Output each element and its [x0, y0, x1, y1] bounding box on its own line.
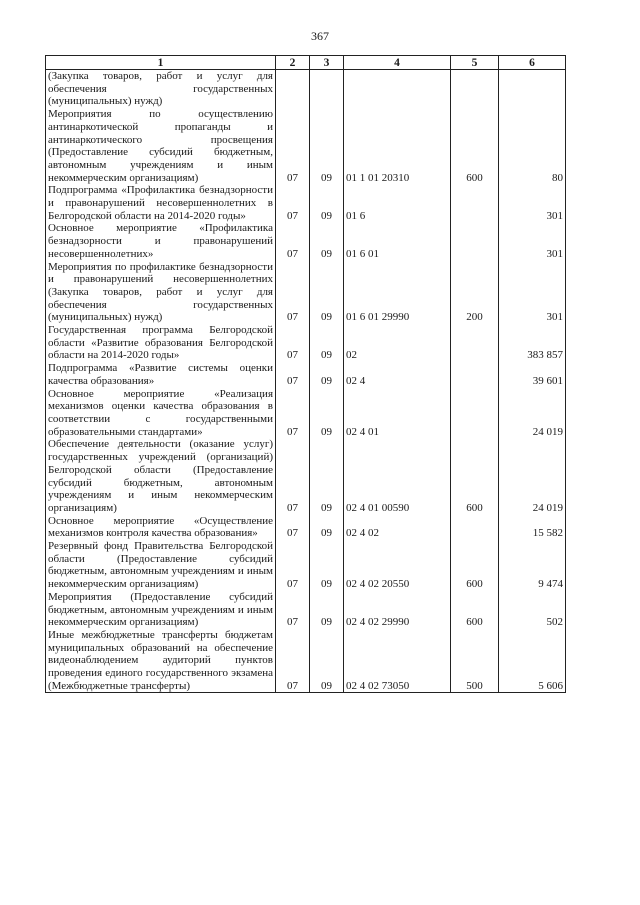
target-article-cell: 02: [344, 324, 451, 362]
section-code-cell: 07: [276, 222, 310, 260]
table-header-row: [46, 56, 566, 70]
section-code-cell: 07: [276, 362, 310, 387]
target-article-cell: 02 4 02 20550: [344, 540, 451, 591]
section-code-cell: 07: [276, 184, 310, 222]
amount-cell: 9 474: [499, 540, 566, 591]
amount-cell: 5 606: [499, 629, 566, 693]
row-name-cell: (Закупка товаров, работ и услуг для обеспечения государственных (муниципальных) нужд): [46, 70, 276, 109]
expense-type-cell: 600: [451, 438, 499, 514]
expense-type-cell: [451, 362, 499, 387]
column-header-2: 2: [276, 56, 310, 70]
column-header-4: 4: [344, 56, 451, 70]
table-row: [46, 362, 566, 387]
expense-type-cell: 600: [451, 540, 499, 591]
section-code-cell: 07: [276, 324, 310, 362]
table-row: [46, 70, 566, 109]
amount-cell: 301: [499, 184, 566, 222]
table-row: [46, 438, 566, 514]
table-row: [46, 591, 566, 629]
amount-cell: 24 019: [499, 438, 566, 514]
table-row: [46, 184, 566, 222]
amount-cell: 301: [499, 222, 566, 260]
subsection-code-cell: 09: [310, 362, 344, 387]
table-row: [46, 108, 566, 184]
amount-cell: 15 582: [499, 515, 566, 540]
target-article-cell: 01 6 01 29990: [344, 261, 451, 325]
column-header-6: 6: [499, 56, 566, 70]
target-article-cell: 02 4 02: [344, 515, 451, 540]
target-article-cell: 01 6: [344, 184, 451, 222]
section-code-cell: 07: [276, 540, 310, 591]
expense-type-cell: [451, 184, 499, 222]
column-header-5: 5: [451, 56, 499, 70]
section-code-cell: [276, 70, 310, 109]
subsection-code-cell: 09: [310, 591, 344, 629]
row-name-cell: Обеспечение деятельности (оказание услуг) государственных учреждений (организаций) Белгородской области (Предоставление субсидий бюджетным, автономным учреждениям и иным некоммерческим организациям): [46, 438, 276, 514]
section-code-cell: 07: [276, 515, 310, 540]
amount-cell: 39 601: [499, 362, 566, 387]
expense-type-cell: [451, 222, 499, 260]
subsection-code-cell: 09: [310, 540, 344, 591]
subsection-code-cell: 09: [310, 108, 344, 184]
subsection-code-cell: 09: [310, 629, 344, 693]
target-article-cell: 01 6 01: [344, 222, 451, 260]
amount-cell: 502: [499, 591, 566, 629]
amount-cell: 301: [499, 261, 566, 325]
target-article-cell: 01 1 01 20310: [344, 108, 451, 184]
row-name-cell: Иные межбюджетные трансферты бюджетам муниципальных образований на обеспечение видеонаблюдением аудиторий пунктов проведения единого государственного экзамена (Межбюджетные трансферты): [46, 629, 276, 693]
row-name-cell: Мероприятия по осуществлению антинаркотической пропаганды и антинаркотического просвещения (Предоставление субсидий бюджетным, автономным учреждениям и иным некоммерческим организациям): [46, 108, 276, 184]
subsection-code-cell: [310, 70, 344, 109]
table-row: [46, 629, 566, 693]
expense-type-cell: 500: [451, 629, 499, 693]
row-name-cell: Государственная программа Белгородской области «Развитие образования Белгородской области на 2014-2020 годы»: [46, 324, 276, 362]
subsection-code-cell: 09: [310, 184, 344, 222]
expense-type-cell: [451, 324, 499, 362]
expense-type-cell: 600: [451, 591, 499, 629]
section-code-cell: 07: [276, 438, 310, 514]
row-name-cell: Мероприятия (Предоставление субсидий бюджетным, автономным учреждениям и иным некоммерческим организациям): [46, 591, 276, 629]
target-article-cell: 02 4 02 73050: [344, 629, 451, 693]
section-code-cell: 07: [276, 629, 310, 693]
subsection-code-cell: 09: [310, 388, 344, 439]
amount-cell: 24 019: [499, 388, 566, 439]
row-name-cell: Подпрограмма «Развитие системы оценки качества образования»: [46, 362, 276, 387]
table-row: [46, 388, 566, 439]
row-name-cell: Резервный фонд Правительства Белгородской области (Предоставление субсидий бюджетным, автономным учреждениям и иным некоммерческим организациям): [46, 540, 276, 591]
column-header-1: 1: [46, 56, 276, 70]
row-name-cell: Основное мероприятие «Профилактика безнадзорности и правонарушений несовершеннолетних»: [46, 222, 276, 260]
column-header-3: 3: [310, 56, 344, 70]
subsection-code-cell: 09: [310, 222, 344, 260]
amount-cell: [499, 70, 566, 109]
amount-cell: 383 857: [499, 324, 566, 362]
budget-table: [45, 55, 566, 693]
table-row: [46, 515, 566, 540]
subsection-code-cell: 09: [310, 261, 344, 325]
table-row: [46, 261, 566, 325]
subsection-code-cell: 09: [310, 515, 344, 540]
expense-type-cell: [451, 388, 499, 439]
amount-cell: 80: [499, 108, 566, 184]
target-article-cell: 02 4 01: [344, 388, 451, 439]
section-code-cell: 07: [276, 261, 310, 325]
table-row: [46, 540, 566, 591]
expense-type-cell: 200: [451, 261, 499, 325]
target-article-cell: 02 4: [344, 362, 451, 387]
table-row: [46, 222, 566, 260]
page-number: 367: [311, 29, 329, 43]
expense-type-cell: 600: [451, 108, 499, 184]
section-code-cell: 07: [276, 388, 310, 439]
target-article-cell: 02 4 02 29990: [344, 591, 451, 629]
row-name-cell: Основное мероприятие «Осуществление механизмов контроля качества образования»: [46, 515, 276, 540]
row-name-cell: Подпрограмма «Профилактика безнадзорности и правонарушений несовершеннолетних в Белгородской области на 2014-2020 годы»: [46, 184, 276, 222]
subsection-code-cell: 09: [310, 324, 344, 362]
target-article-cell: 02 4 01 00590: [344, 438, 451, 514]
expense-type-cell: [451, 70, 499, 109]
subsection-code-cell: 09: [310, 438, 344, 514]
section-code-cell: 07: [276, 108, 310, 184]
row-name-cell: Мероприятия по профилактике безнадзорности и правонарушений несовершеннолетних (Закупка товаров, работ и услуг для обеспечения государственных (муниципальных) нужд): [46, 261, 276, 325]
row-name-cell: Основное мероприятие «Реализация механизмов оценки качества образования в соответствии с государственными образовательными стандартами»: [46, 388, 276, 439]
section-code-cell: 07: [276, 591, 310, 629]
target-article-cell: [344, 70, 451, 109]
expense-type-cell: [451, 515, 499, 540]
table-row: [46, 324, 566, 362]
table-body: [46, 70, 566, 693]
